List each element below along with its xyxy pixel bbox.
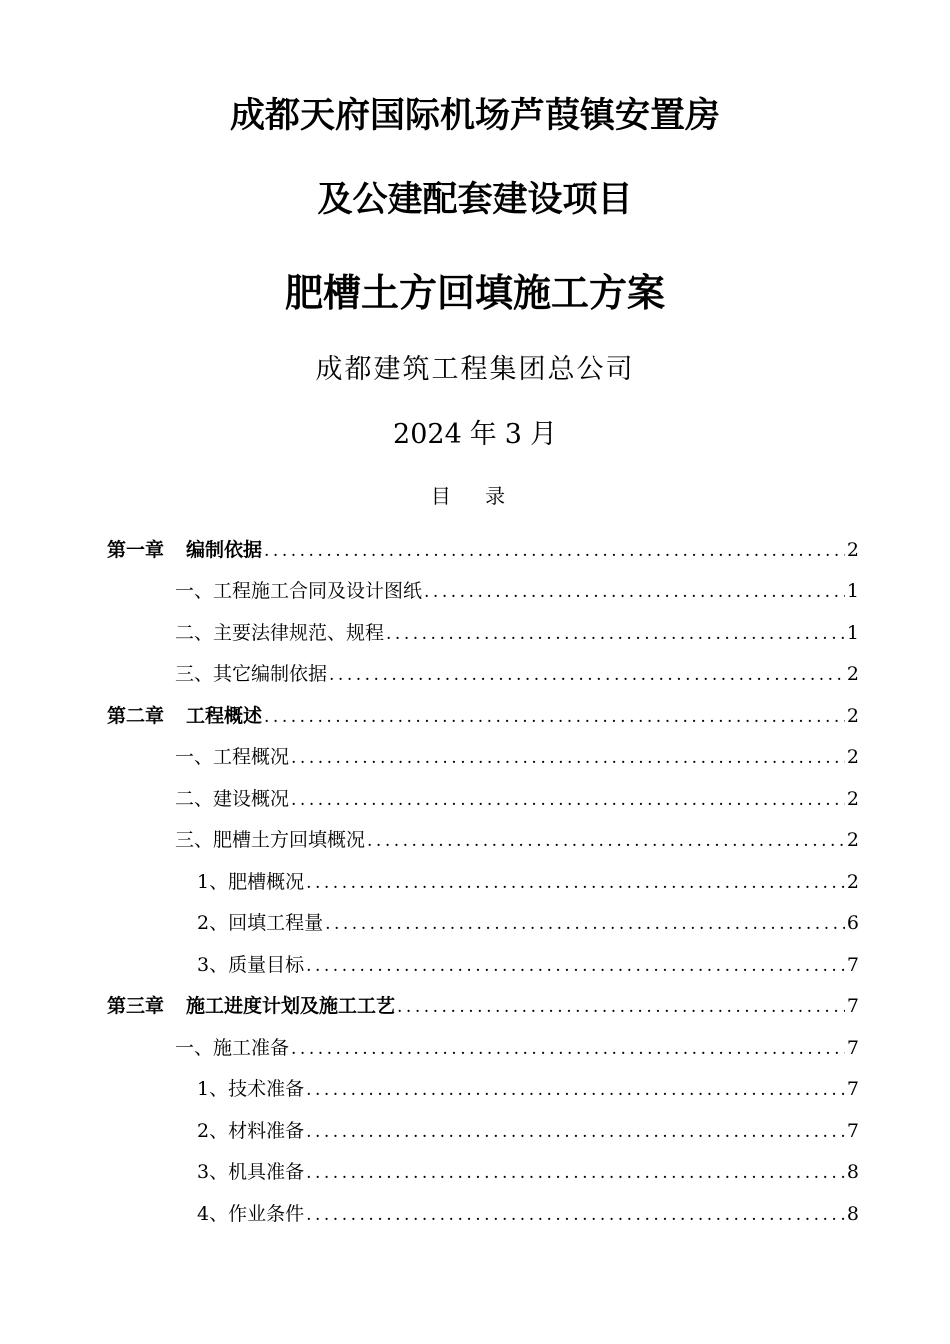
toc-entry-chapter-1[interactable]	[107, 535, 859, 565]
toc-entry-label: 一、工程概况	[175, 746, 290, 768]
title-line-1: 成都天府国际机场芦葭镇安置房	[229, 96, 720, 136]
toc-leader-dots	[291, 748, 845, 768]
toc-page-number: 2	[846, 705, 859, 727]
toc-page-number: 8	[846, 1161, 859, 1183]
toc-leader-dots	[306, 956, 845, 976]
toc-entry-label: 1、技术准备	[197, 1078, 305, 1100]
toc-entry-label: 1、肥槽概况	[197, 871, 305, 893]
toc-entry-chapter-3[interactable]	[107, 991, 859, 1021]
toc-chapter-number: 第三章	[107, 995, 165, 1017]
toc-entry-label: 编制依据	[186, 539, 263, 561]
toc-entry[interactable]	[197, 908, 859, 938]
toc-entry-label: 2、材料准备	[197, 1120, 305, 1142]
toc-leader-dots	[264, 707, 845, 727]
company-name: 成都建筑工程集团总公司	[315, 354, 635, 385]
toc-leader-dots	[306, 1163, 845, 1183]
toc-leader-dots	[397, 997, 845, 1017]
toc-entry[interactable]	[175, 825, 859, 855]
toc-entry[interactable]	[197, 1116, 859, 1146]
toc-leader-dots	[325, 914, 845, 934]
toc-leader-dots	[329, 665, 845, 685]
toc-leader-dots	[291, 1039, 845, 1059]
toc-page-number: 2	[846, 871, 859, 893]
toc-entry-label: 3、机具准备	[197, 1161, 305, 1183]
toc-leader-dots	[291, 790, 845, 810]
toc-entry-chapter-2[interactable]	[107, 701, 859, 731]
toc-leader-dots	[306, 1205, 845, 1225]
toc-entry[interactable]	[197, 1074, 859, 1104]
toc-entry[interactable]	[197, 950, 859, 980]
toc-entry-label: 工程概述	[186, 705, 263, 727]
toc-page-number: 7	[846, 1078, 859, 1100]
toc-entry[interactable]	[175, 742, 859, 772]
toc-page-number: 6	[846, 912, 859, 934]
toc-entry-label: 施工进度计划及施工工艺	[186, 995, 396, 1017]
toc-entry-label: 2、回填工程量	[197, 912, 324, 934]
date-year-unit: 年	[469, 419, 497, 450]
toc-entry[interactable]	[175, 659, 859, 689]
toc-entry-label: 一、工程施工合同及设计图纸	[175, 580, 423, 602]
toc-entry-label: 二、主要法律规范、规程	[175, 622, 385, 644]
toc-leader-dots	[264, 541, 845, 561]
toc-chapter-number: 第一章	[107, 539, 165, 561]
toc-entry[interactable]	[197, 867, 859, 897]
title-line-2: 及公建配套建设项目	[317, 180, 633, 220]
toc-page-number: 2	[846, 829, 859, 851]
toc-entry-label: 三、其它编制依据	[175, 663, 328, 685]
toc-page-number: 2	[846, 539, 859, 561]
toc-page-number: 7	[846, 954, 859, 976]
toc-page-number: 8	[846, 1203, 859, 1225]
toc-entry-label: 一、施工准备	[175, 1037, 290, 1059]
toc-heading: 目 录	[430, 484, 520, 508]
toc-chapter-number: 第二章	[107, 705, 165, 727]
date-month: 3	[504, 419, 522, 450]
toc-page-number: 7	[846, 1037, 859, 1059]
toc-page-number: 2	[846, 788, 859, 810]
toc-page-number: 2	[846, 663, 859, 685]
toc-entry-label: 三、肥槽土方回填概况	[175, 829, 366, 851]
date-year: 2024	[393, 419, 462, 450]
toc-entry[interactable]	[175, 576, 859, 606]
toc-entry-label: 4、作业条件	[197, 1203, 305, 1225]
toc-page-number: 1	[846, 580, 859, 602]
toc-page-number: 1	[846, 622, 859, 644]
toc-entry[interactable]	[175, 618, 859, 648]
document-date	[0, 412, 950, 451]
toc-entry[interactable]	[175, 1033, 859, 1063]
toc-page-number: 7	[846, 1120, 859, 1142]
toc-leader-dots	[386, 624, 845, 644]
toc-page-number: 2	[846, 746, 859, 768]
toc-entry-label: 3、质量目标	[197, 954, 305, 976]
toc-leader-dots	[306, 873, 845, 893]
toc-leader-dots	[367, 831, 845, 851]
toc-entry[interactable]	[175, 784, 859, 814]
toc-page-number: 7	[846, 995, 859, 1017]
toc-entry[interactable]	[197, 1199, 859, 1229]
toc-leader-dots	[306, 1122, 845, 1142]
toc-leader-dots	[306, 1080, 845, 1100]
title-line-3: 肥槽土方回填施工方案	[284, 271, 665, 315]
date-month-unit: 月	[529, 419, 557, 450]
toc-entry-label: 二、建设概况	[175, 788, 290, 810]
toc-leader-dots	[424, 582, 845, 602]
toc-entry[interactable]	[197, 1157, 859, 1187]
